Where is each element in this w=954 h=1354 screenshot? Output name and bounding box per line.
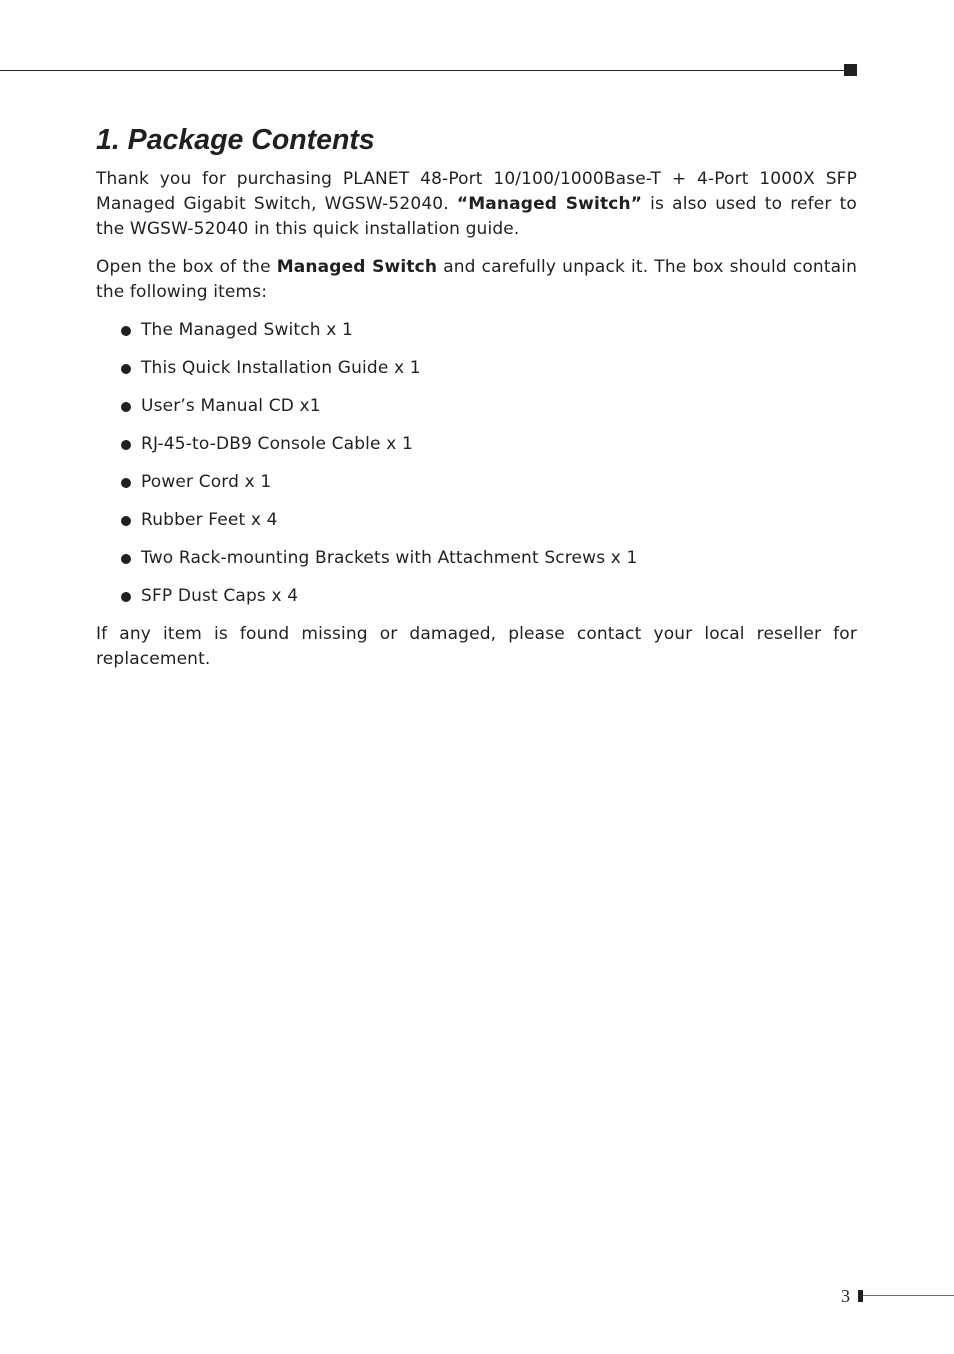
intro-text-part2: is also used to refer to the WGSW-52040 in this quick installation guide. bbox=[96, 194, 857, 239]
list-item bbox=[96, 470, 857, 495]
list-item bbox=[96, 546, 857, 571]
closing-paragraph: If any item is found missing or damaged, please contact your local reseller for replacement. bbox=[96, 624, 857, 669]
list-item-text: User’s Manual CD x1 bbox=[141, 396, 321, 416]
bullet-icon bbox=[121, 478, 131, 488]
list-item-text: The Managed Switch x 1 bbox=[141, 320, 353, 340]
open-box-text-part1: Open the box of the bbox=[96, 257, 277, 277]
list-item-text: Power Cord x 1 bbox=[141, 472, 272, 492]
list-item-text: This Quick Installation Guide x 1 bbox=[141, 358, 421, 378]
list-item-text: SFP Dust Caps x 4 bbox=[141, 586, 299, 606]
list-item bbox=[96, 356, 857, 381]
footer-rule bbox=[863, 1295, 954, 1296]
list-item bbox=[96, 432, 857, 457]
list-item-text: RJ-45-to-DB9 Console Cable x 1 bbox=[141, 434, 413, 454]
header-square-marker bbox=[844, 64, 857, 76]
list-item bbox=[96, 584, 857, 609]
list-item bbox=[96, 508, 857, 533]
open-box-paragraph bbox=[96, 255, 857, 305]
package-items-list bbox=[96, 318, 857, 609]
footer-marker bbox=[858, 1290, 863, 1302]
list-item-text: Rubber Feet x 4 bbox=[141, 510, 278, 530]
page-number: 3 bbox=[841, 1286, 850, 1306]
intro-bold-term: “Managed Switch” bbox=[456, 194, 643, 214]
list-item bbox=[96, 318, 857, 343]
bullet-icon bbox=[121, 440, 131, 450]
bullet-icon bbox=[121, 516, 131, 526]
list-item-text: Two Rack-mounting Brackets with Attachment Screws x 1 bbox=[141, 548, 638, 568]
bullet-icon bbox=[121, 554, 131, 564]
open-box-text-part2: and carefully unpack it. The box should contain the following items: bbox=[96, 257, 858, 302]
page-content bbox=[96, 118, 857, 685]
bullet-icon bbox=[121, 364, 131, 374]
open-box-bold-term: Managed Switch bbox=[276, 257, 438, 277]
list-item bbox=[96, 394, 857, 419]
intro-paragraph bbox=[96, 167, 857, 242]
section-title: 1. Package Contents bbox=[96, 124, 375, 156]
intro-text-part1: Thank you for purchasing PLANET 48-Port 10/100/1000Base-T + 4-Port 1000X SFP Managed Gigabit Switch, WGSW-52040. bbox=[96, 169, 857, 214]
bullet-icon bbox=[121, 326, 131, 336]
bullet-icon bbox=[121, 402, 131, 412]
bullet-icon bbox=[121, 592, 131, 602]
header-rule bbox=[0, 70, 848, 71]
